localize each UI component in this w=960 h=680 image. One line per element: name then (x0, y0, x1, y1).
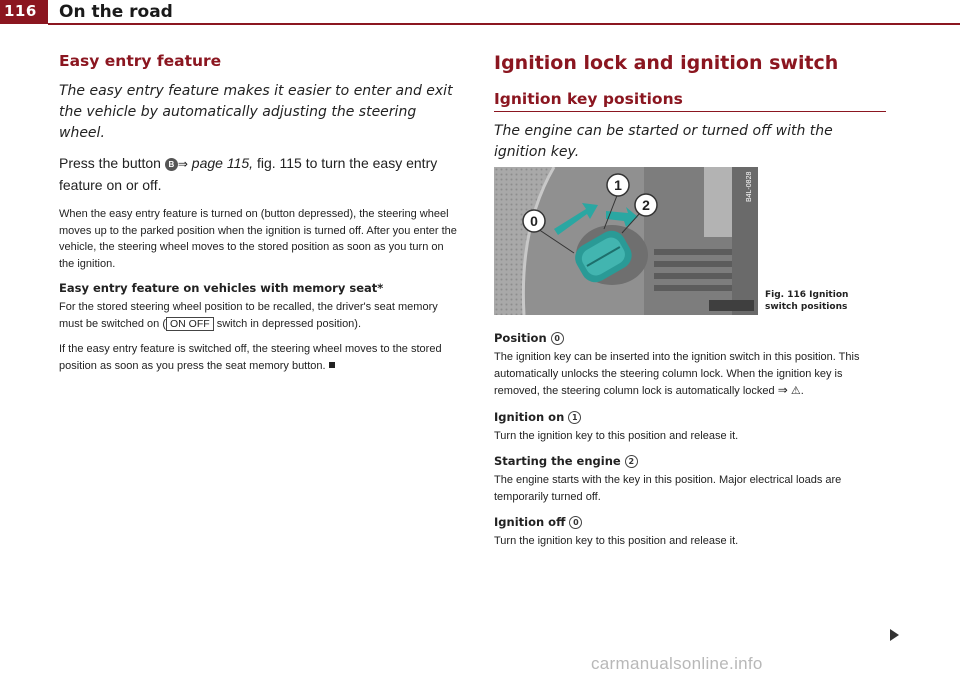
ignition-switch-figure (494, 167, 758, 315)
key-positions-body (494, 330, 886, 550)
p2-post: switch in depressed position). (213, 317, 362, 330)
left-column (59, 52, 459, 374)
fig-callout-2: 2 (642, 197, 650, 213)
easy-entry-title: Easy entry feature (59, 52, 222, 70)
easy-entry-paragraph-1: When the easy entry feature is turned on (button depressed), the steering wheel moves up to the parked position when the ignition is turned off. After you enter the vehicle, the steering wheel moves to the stored position as soon as you turn on the ignition. (59, 208, 457, 270)
ignition-on-icon: 1 (568, 411, 581, 424)
ignition-off-label: Ignition off (494, 515, 566, 529)
memory-seat-paragraph (59, 299, 459, 332)
position-0-text-body: The ignition key can be inserted into the ignition switch in this position. This automatically unlocks the steering column lock. When the ignition key is removed, the steering column lock is automatically locked (494, 351, 860, 397)
figure-caption: Fig. 116 Ignition switch positions (765, 290, 849, 312)
memory-seat-heading: Easy entry feature on vehicles with memory seat* (59, 281, 384, 295)
key-positions-subtitle: Ignition key positions (494, 90, 886, 112)
fig-callout-0: 0 (530, 213, 538, 229)
position-0-label: Position (494, 331, 547, 345)
p3-text: If the easy entry feature is switched off, the steering wheel moves to the stored position as soon as you press the seat memory button. (59, 343, 442, 372)
watermark: carmanualsonline.info (591, 654, 763, 673)
lead-text-post: fig. 115 to turn the easy entry feature on or off. (59, 155, 438, 193)
page-reference-link[interactable]: page 115, (191, 155, 254, 171)
starting-engine-text: The engine starts with the key in this position. Major electrical loads are temporarily turned off. (494, 474, 842, 503)
warning-icon: ⚠ (790, 385, 801, 397)
ignition-off-text: Turn the ignition key to this position and release it. (494, 535, 739, 547)
figure-id (746, 192, 753, 202)
ref-arrow-icon-2: ⇒ (777, 383, 788, 397)
starting-engine-label: Starting the engine (494, 454, 621, 468)
header-rule (48, 23, 960, 25)
chapter-title: On the road (59, 2, 173, 22)
lead-text-pre: Press the button (59, 155, 161, 171)
ignition-title: Ignition lock and ignition switch (494, 52, 839, 74)
starting-engine-icon: 2 (625, 455, 638, 468)
page-number: 116 (4, 2, 37, 20)
ref-arrow-icon: ⇒ (177, 157, 188, 171)
position-0-icon: 0 (551, 332, 564, 345)
fig-callout-1: 1 (614, 177, 622, 193)
position-0-text: The ignition key can be inserted into the ignition switch in this position. This automatically unlocks the steering column lock. When the ignition key is removed, the steering column lock is automatically locked ⇒ ⚠. (494, 351, 860, 397)
right-column (494, 52, 886, 163)
on-off-key: ON OFF (166, 317, 214, 331)
p2-pre: For the stored steering wheel position to be recalled, the driver's seat memory must be switched on ( (59, 301, 438, 330)
section-end-icon (329, 362, 335, 368)
continue-arrow-icon (890, 629, 899, 641)
easy-entry-intro: The easy entry feature makes it easier to enter and exit the vehicle by automatically adjusting the steering wheel. (59, 83, 453, 141)
starting-engine-heading (494, 453, 886, 469)
ignition-off-icon: 0 (569, 516, 582, 529)
ignition-off-heading (494, 514, 886, 530)
easy-entry-lead (59, 153, 459, 196)
ignition-on-text: Turn the ignition key to this position and release it. (494, 429, 739, 442)
easy-entry-paragraph-3 (59, 341, 459, 374)
ignition-on-heading (494, 409, 886, 425)
button-b-icon: B (165, 158, 178, 171)
ignition-on-label: Ignition on (494, 409, 565, 424)
ignition-switch-illustration (494, 167, 758, 315)
position-0-heading (494, 330, 886, 346)
key-positions-intro: The engine can be started or turned off with the ignition key. (494, 123, 833, 160)
